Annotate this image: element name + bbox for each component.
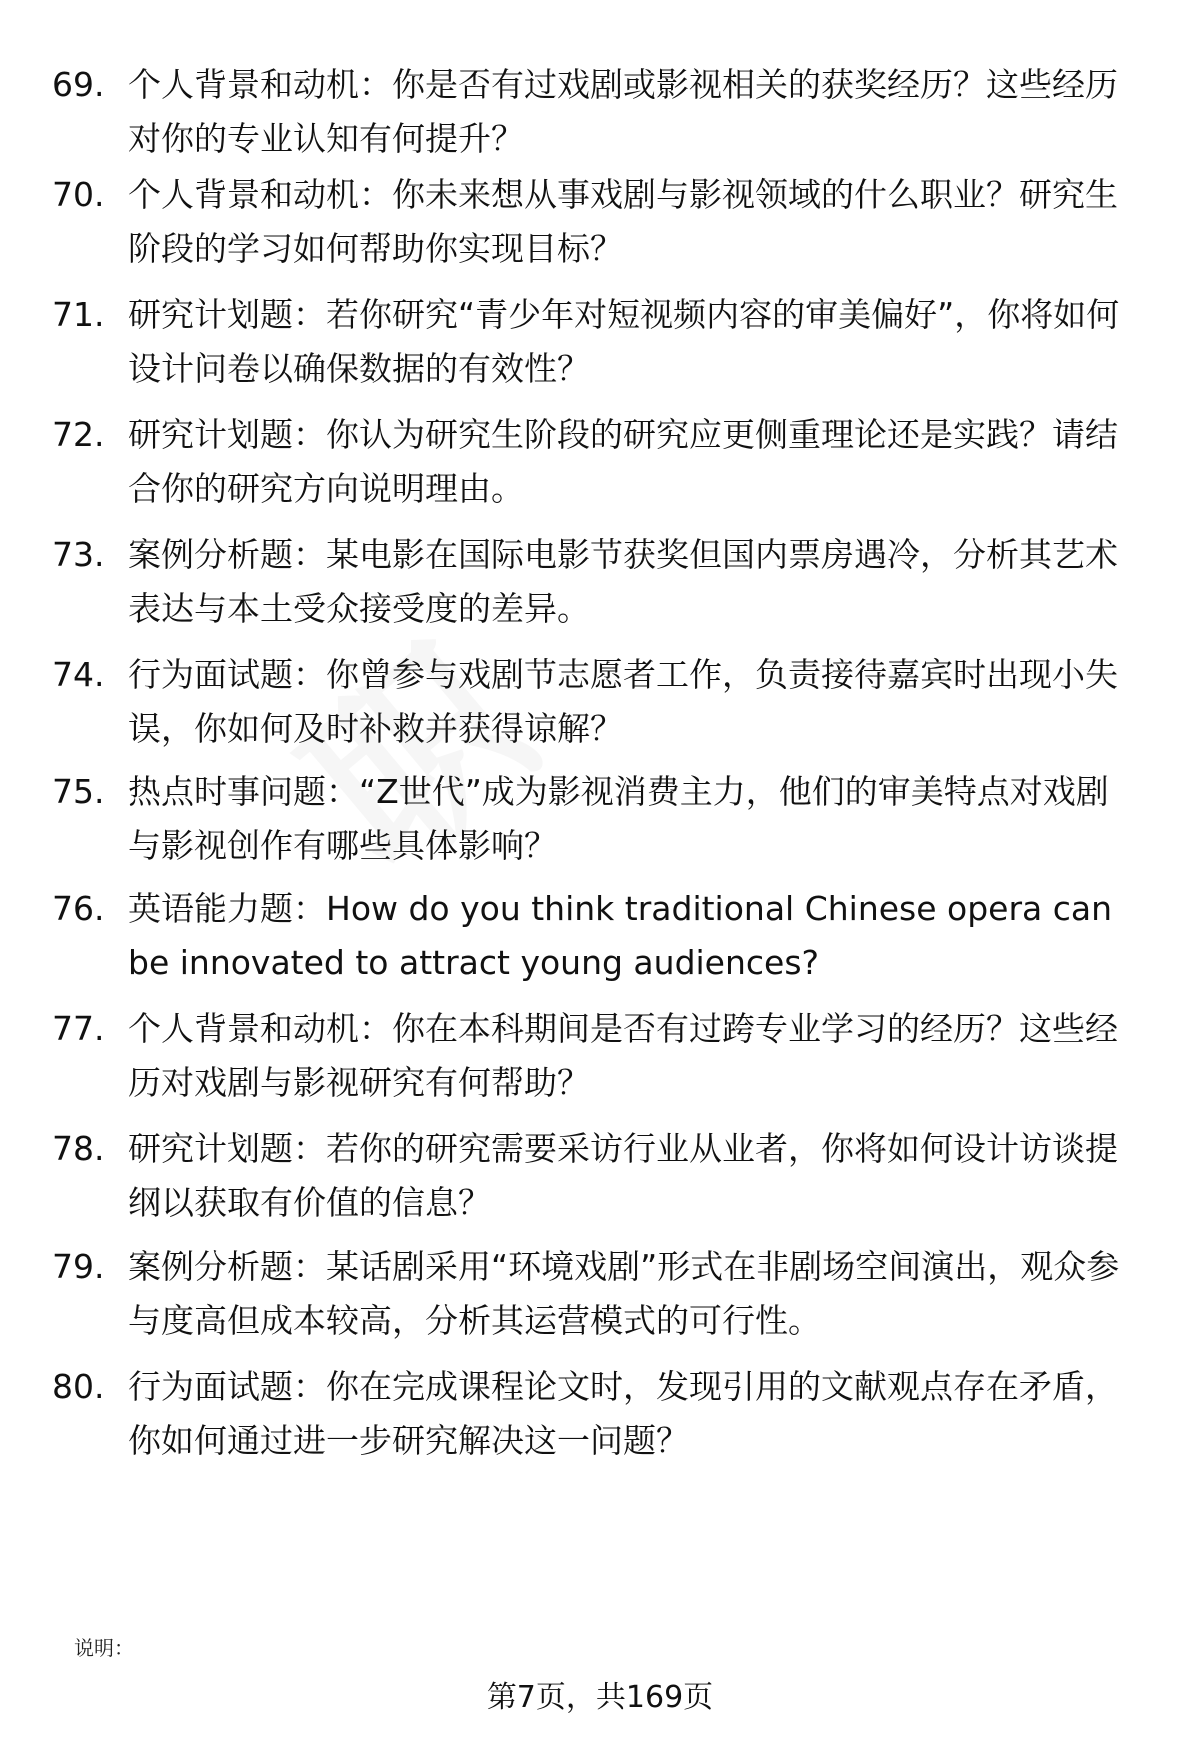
question-text: 行为面试题：你在完成课程论文时，发现引用的文献观点存在矛盾，你如何通过进一步研究解决这一问题？: [128, 1367, 1118, 1460]
question-item: [0, 1002, 1200, 1112]
question-number: 80.: [52, 1367, 105, 1406]
note-label: 说明：: [74, 1636, 134, 1660]
question-text: 研究计划题：你认为研究生阶段的研究应更侧重理论还是实践？请结合你的研究方向说明理由。: [128, 415, 1118, 508]
question-item: [0, 528, 1200, 638]
question-text: 个人背景和动机：你在本科期间是否有过跨专业学习的经历？这些经历对戏剧与影视研究有何帮助？: [128, 1009, 1118, 1102]
question-number: 72.: [52, 415, 105, 454]
question-text: 案例分析题：某话剧采用“环境戏剧”形式在非剧场空间演出，观众参与度高但成本较高，分析其运营模式的可行性。: [128, 1247, 1120, 1340]
question-item: [0, 288, 1200, 398]
question-number: 73.: [52, 535, 105, 574]
question-number: 78.: [52, 1129, 105, 1168]
question-item: [0, 58, 1200, 168]
page-indicator: 第7页，共169页: [486, 1680, 714, 1715]
question-text: 研究计划题：若你研究“青少年对短视频内容的审美偏好”，你将如何设计问卷以确保数据的有效性？: [128, 295, 1120, 388]
question-number: 76.: [52, 889, 105, 928]
question-text: 研究计划题：若你的研究需要采访行业从业者，你将如何设计访谈提纲以获取有价值的信息？: [128, 1129, 1118, 1222]
question-number: 70.: [52, 175, 105, 214]
question-text: 个人背景和动机：你未来想从事戏剧与影视领域的什么职业？研究生阶段的学习如何帮助你实现目标？: [128, 175, 1118, 268]
question-item: [0, 648, 1200, 758]
question-item: [0, 1240, 1200, 1350]
question-item: [0, 882, 1200, 992]
question-number: 79.: [52, 1247, 105, 1286]
question-number: 69.: [52, 65, 105, 104]
question-item: [0, 1122, 1200, 1232]
question-number: 74.: [52, 655, 105, 694]
question-item: [0, 168, 1200, 278]
question-number: 71.: [52, 295, 105, 334]
question-item: [0, 408, 1200, 518]
question-item: [0, 765, 1200, 875]
question-text: 英语能力题：How do you think traditional Chinese opera can be innovated to attract young audiences?: [128, 889, 1113, 982]
question-text: 个人背景和动机：你是否有过戏剧或影视相关的获奖经历？这些经历对你的专业认知有何提升？: [128, 65, 1118, 158]
question-text: 案例分析题：某电影在国际电影节获奖但国内票房遇冷，分析其艺术表达与本土受众接受度的差异。: [128, 535, 1118, 628]
question-item: [0, 1360, 1200, 1470]
question-number: 75.: [52, 772, 105, 811]
question-text: 热点时事问题：“Z世代”成为影视消费主力，他们的审美特点对戏剧与影视创作有哪些具体影响？: [128, 772, 1109, 865]
question-text: 行为面试题：你曾参与戏剧节志愿者工作，负责接待嘉宾时出现小失误，你如何及时补救并获得谅解？: [128, 655, 1118, 748]
question-number: 77.: [52, 1009, 105, 1048]
